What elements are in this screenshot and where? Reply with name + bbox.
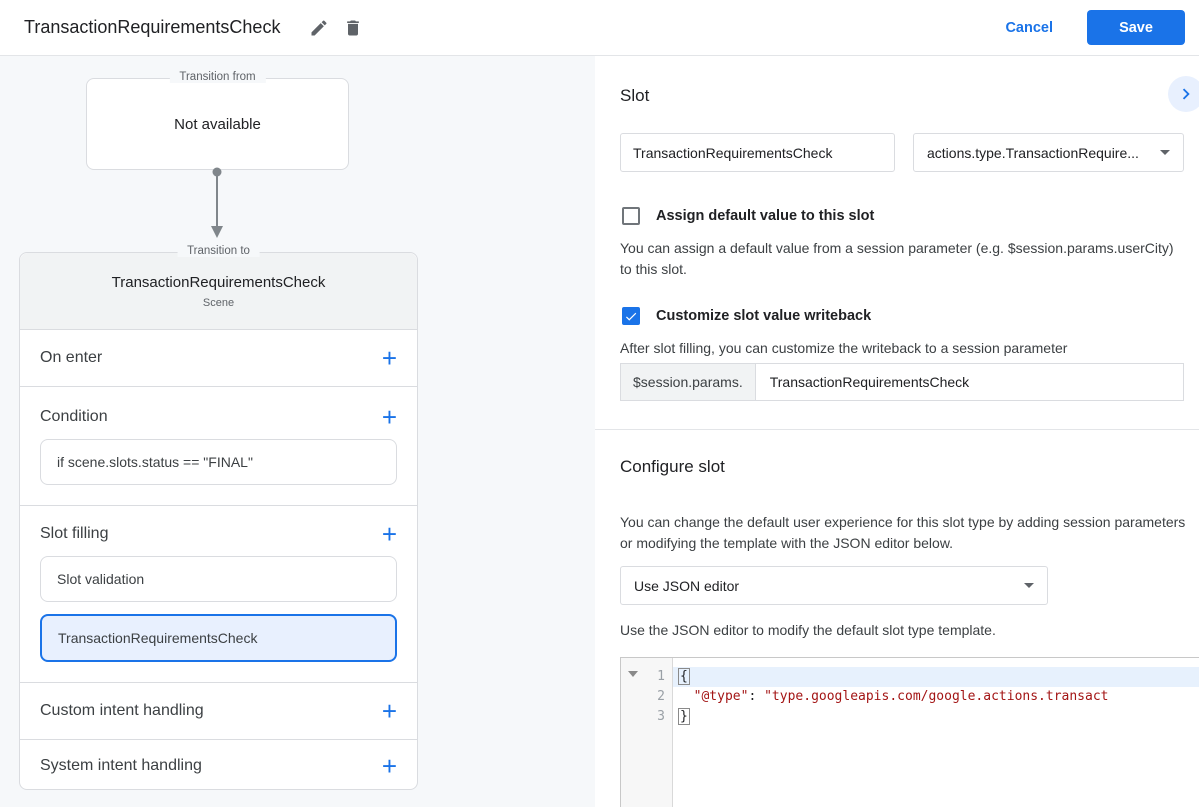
slot-type-select[interactable] [913, 133, 1184, 172]
page-title: TransactionRequirementsCheck [24, 17, 281, 37]
dropdown-arrow-icon [1160, 150, 1170, 155]
slot-filling-label: Slot filling [40, 525, 109, 542]
editor-caption: Use the JSON editor to modify the default slot type template. [620, 622, 996, 638]
delete-scene-button[interactable] [336, 11, 370, 45]
chevron-right-icon [1175, 83, 1197, 105]
condition-header [40, 403, 397, 431]
editor-mode-select[interactable] [620, 566, 1048, 605]
line-number: 3 [657, 709, 665, 724]
transition-to-box [19, 245, 418, 790]
json-editor[interactable] [620, 657, 1199, 807]
header [0, 0, 1199, 56]
cancel-button[interactable]: Cancel [1005, 19, 1053, 36]
scene-header [20, 253, 417, 330]
collapse-panel-button[interactable] [1168, 76, 1199, 112]
editor-gutter [621, 658, 673, 807]
panel-title: Slot [620, 86, 650, 105]
slot-type-value: actions.type.TransactionRequire... [927, 144, 1139, 161]
pencil-icon [309, 18, 329, 38]
assign-default-row[interactable] [622, 207, 874, 225]
on-enter-row[interactable] [20, 330, 417, 387]
check-icon [624, 309, 638, 324]
slot-validation-card[interactable]: Slot validation [40, 556, 397, 602]
code-line-2: "@type": "type.googleapis.com/google.actions.transact [678, 689, 1109, 704]
slot-inputs-row [620, 133, 1184, 172]
writeback-param-group [620, 363, 1184, 401]
fold-arrow-icon[interactable] [628, 671, 638, 677]
scene-name: TransactionRequirementsCheck [111, 273, 326, 291]
dropdown-arrow-icon [1024, 583, 1034, 588]
add-condition-icon[interactable]: + [381, 402, 397, 432]
save-button[interactable]: Save [1087, 10, 1185, 45]
slot-detail-panel [595, 56, 1199, 807]
system-intent-row[interactable] [20, 740, 417, 792]
edit-scene-button[interactable] [302, 11, 336, 45]
editor-mode-value: Use JSON editor [634, 577, 740, 594]
slot-filling-header [40, 520, 397, 548]
configure-slot-description: You can change the default user experience for this slot type by adding session parameters or modifying the template with the JSON editor below. [620, 514, 1186, 551]
writeback-param-input[interactable]: TransactionRequirementsCheck [756, 363, 1184, 401]
add-on-enter-icon[interactable]: + [381, 343, 397, 373]
scene-type-label: Scene [202, 296, 235, 309]
transition-from-value: Not available [174, 115, 261, 133]
condition-label: Condition [40, 408, 108, 425]
writeback-row[interactable] [622, 307, 871, 325]
on-enter-label: On enter [40, 349, 103, 366]
assign-default-checkbox[interactable] [622, 207, 640, 225]
assign-default-help: You can assign a default value from a session parameter (e.g. $session.params.userCity) to this slot. [620, 240, 1174, 277]
slot-filling-section [20, 506, 417, 683]
line-number: 1 [657, 669, 665, 684]
line-number: 2 [657, 689, 665, 704]
transition-from-box [86, 71, 349, 170]
system-intent-label: System intent handling [40, 757, 202, 774]
panel-divider [595, 429, 1199, 430]
transition-arrow [205, 166, 229, 244]
transition-to-legend: Transition to [177, 245, 260, 257]
condition-section [20, 387, 417, 506]
add-system-intent-icon[interactable]: + [381, 751, 397, 781]
code-line-3: } [680, 709, 688, 724]
writeback-help: After slot filling, you can customize the writeback to a session parameter [620, 340, 1068, 356]
add-custom-intent-icon[interactable]: + [381, 696, 397, 726]
writeback-checkbox[interactable] [622, 307, 640, 325]
slot-name-input[interactable] [620, 133, 895, 172]
condition-card[interactable]: if scene.slots.status == "FINAL" [40, 439, 397, 485]
scene-canvas [0, 56, 595, 807]
custom-intent-label: Custom intent handling [40, 702, 204, 719]
session-params-prefix: $session.params. [620, 363, 756, 401]
assign-default-label: Assign default value to this slot [656, 208, 875, 224]
code-line-1: { [673, 667, 1199, 687]
editor-code-area[interactable] [673, 658, 1199, 807]
trash-icon [343, 18, 363, 38]
transition-from-legend: Transition from [169, 71, 265, 83]
add-slot-icon[interactable]: + [381, 519, 397, 549]
selected-slot-card[interactable]: TransactionRequirementsCheck [40, 614, 397, 662]
custom-intent-row[interactable] [20, 683, 417, 740]
configure-slot-title: Configure slot [620, 457, 725, 476]
writeback-label: Customize slot value writeback [656, 308, 872, 324]
